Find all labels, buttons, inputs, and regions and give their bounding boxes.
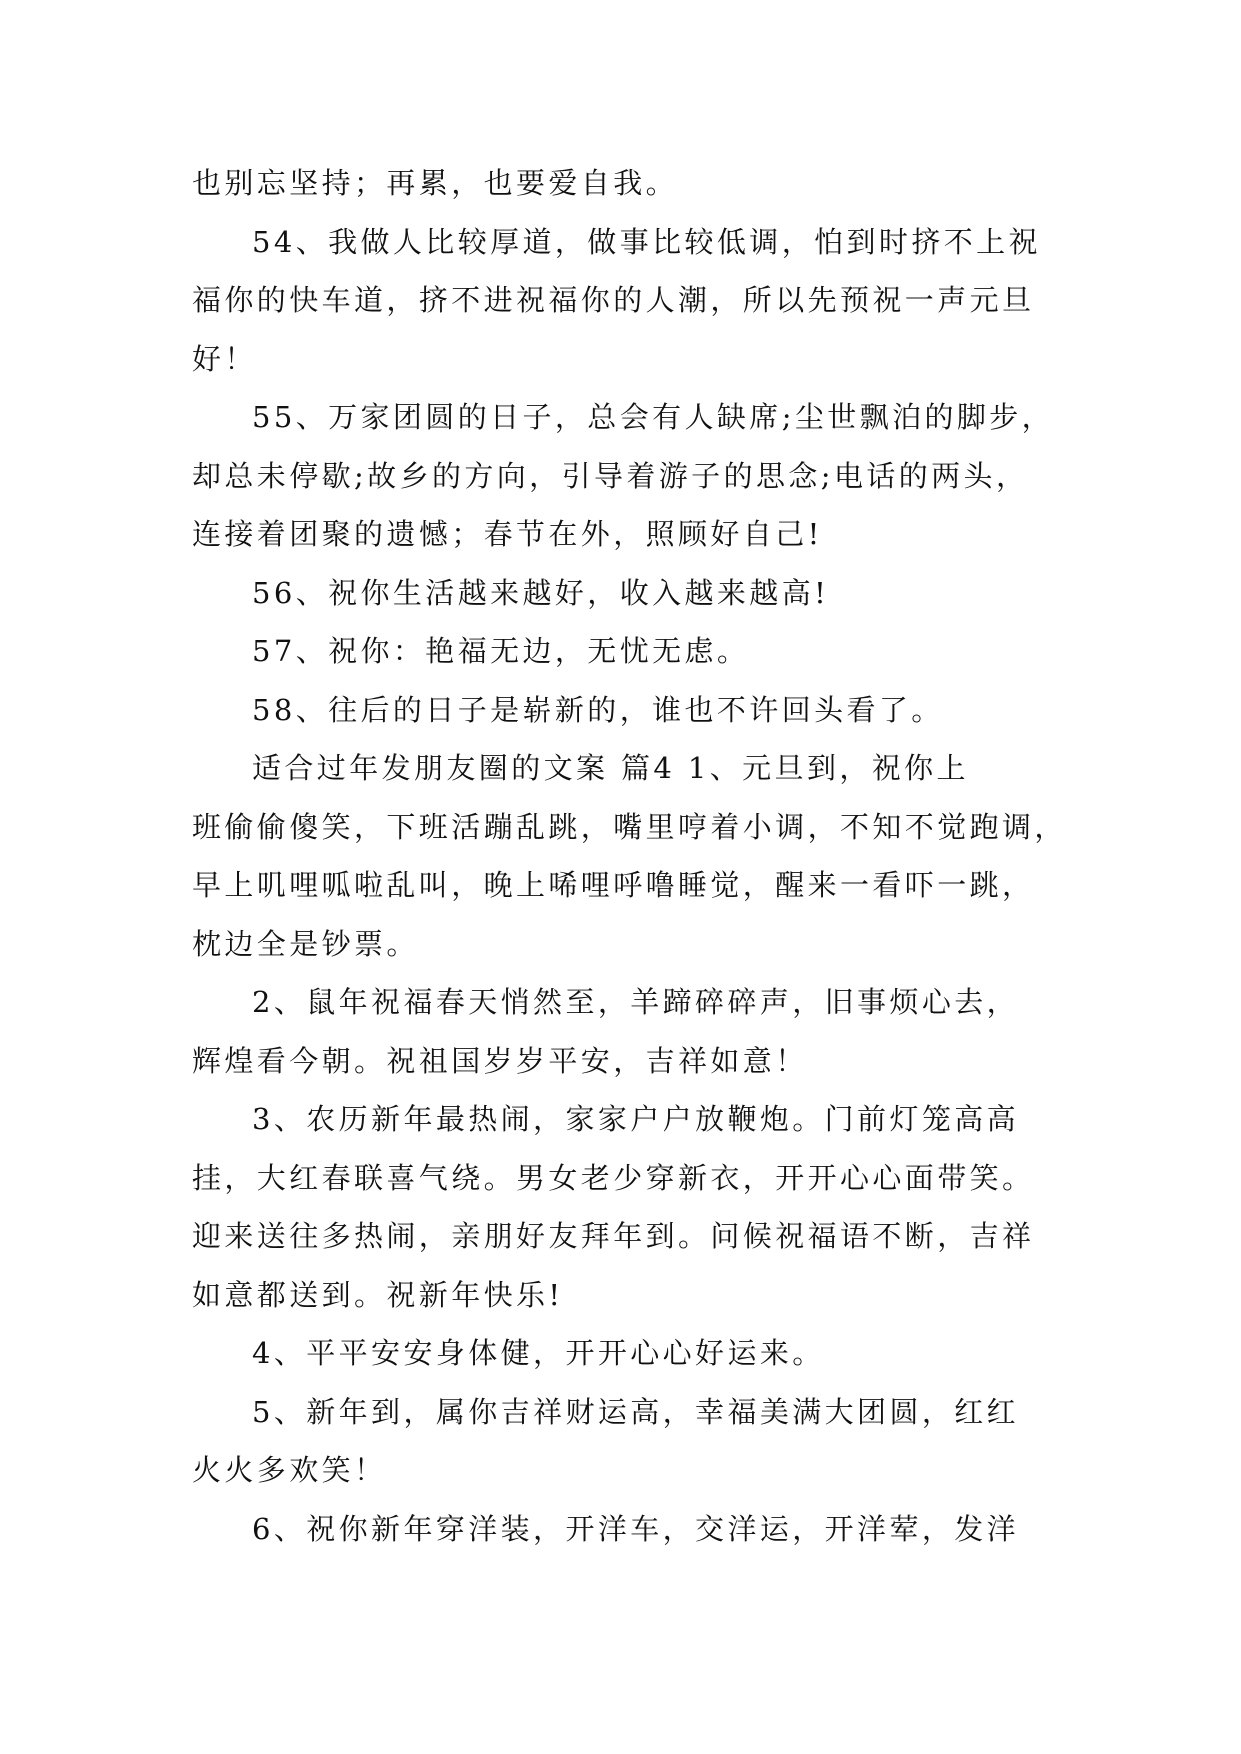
paragraph-2 — [192, 973, 1072, 1090]
text-line: 3、农历新年最热闹，家家户户放鞭炮。门前灯笼高高 — [252, 1102, 1020, 1136]
text-line: 枕边全是钞票。 — [192, 926, 419, 961]
text-line: 也别忘坚持；再累，也要爱自我。 — [192, 166, 679, 200]
text-line: 54、我做人比较厚道，做事比较低调，怕到时挤不上祝 — [252, 224, 1041, 259]
paragraph-57 — [192, 622, 1072, 681]
text-line: 58、往后的日子是崭新的，谁也不许回头看了。 — [252, 692, 944, 727]
document-body — [192, 154, 1072, 1558]
text-line: 却总未停歇;故乡的方向，引导着游子的思念;电话的两头， — [192, 458, 1029, 493]
text-line: 55、万家团圆的日子，总会有人缺席;尘世飘泊的脚步， — [252, 400, 1055, 434]
text-line: 辉煌看今朝。祝祖国岁岁平安，吉祥如意！ — [192, 1043, 808, 1078]
text-line: 火火多欢笑！ — [192, 1453, 387, 1487]
paragraph-55 — [192, 388, 1072, 564]
text-line: 5、新年到，属你吉祥财运高，幸福美满大团圆，红红 — [252, 1394, 1020, 1429]
paragraph-section-4 — [192, 739, 1072, 973]
paragraph-3 — [192, 1090, 1072, 1324]
text-line: 好！ — [192, 341, 257, 376]
text-line: 2、鼠年祝福春天悄然至，羊蹄碎碎声，旧事烦心去， — [252, 985, 1020, 1019]
text-line: 56、祝你生活越来越好，收入越来越高! — [252, 575, 830, 610]
paragraph-0 — [192, 154, 1072, 213]
text-line: 班偷偷傻笑，下班活蹦乱跳，嘴里哼着小调，不知不觉跑调， — [192, 809, 1067, 844]
text-line: 57、祝你：艳福无边，无忧无虑。 — [252, 634, 750, 668]
paragraph-54 — [192, 213, 1072, 389]
text-line: 迎来送往多热闹，亲朋好友拜年到。问候祝福语不断，吉祥 — [192, 1219, 1035, 1253]
text-line: 适合过年发朋友圈的文案 篇4 1、元旦到，祝你上 — [252, 751, 969, 785]
text-line: 连接着团聚的遗憾；春节在外，照顾好自己! — [192, 517, 823, 551]
paragraph-6 — [192, 1500, 1072, 1559]
paragraph-56 — [192, 564, 1072, 623]
text-line: 如意都送到。祝新年快乐! — [192, 1277, 564, 1312]
text-line: 4、平平安安身体健，开开心心好运来。 — [252, 1336, 825, 1370]
text-line: 福你的快车道，挤不进祝福你的人潮，所以先预祝一声元旦 — [192, 283, 1035, 317]
paragraph-5 — [192, 1383, 1072, 1500]
text-line: 6、祝你新年穿洋装，开洋车，交洋运，开洋荤，发洋 — [252, 1511, 1020, 1546]
paragraph-4 — [192, 1324, 1072, 1383]
text-line: 早上叽哩呱啦乱叫，晚上唏哩呼噜睡觉，醒来一看吓一跳， — [192, 868, 1035, 902]
text-line: 挂，大红春联喜气绕。男女老少穿新衣，开开心心面带笑。 — [192, 1160, 1035, 1195]
paragraph-58 — [192, 681, 1072, 740]
